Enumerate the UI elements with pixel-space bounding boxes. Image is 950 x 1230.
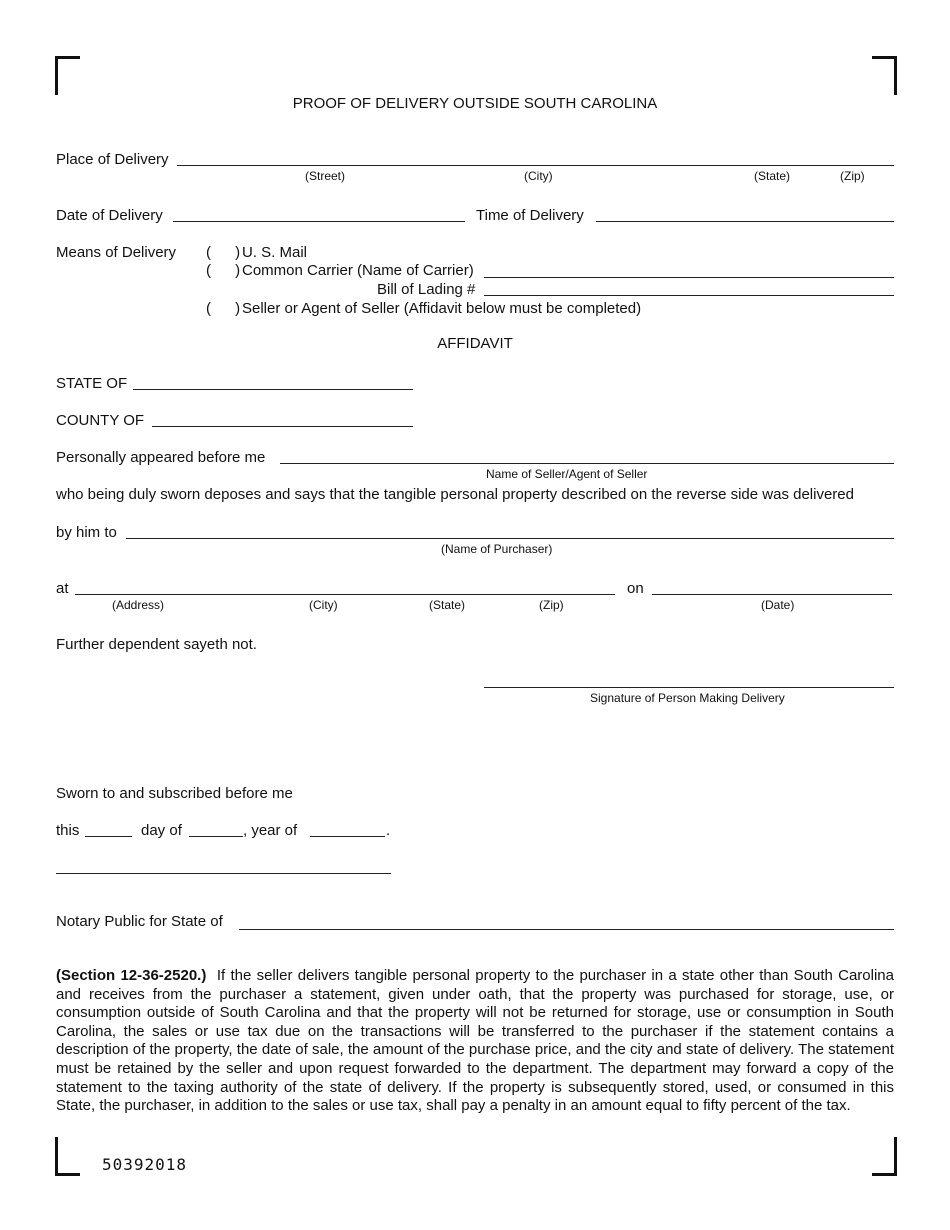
- date-caption: (Date): [761, 598, 795, 612]
- place-of-delivery-field[interactable]: [177, 165, 894, 166]
- seller-name-caption: Name of Seller/Agent of Seller: [486, 467, 648, 481]
- state-of-label: STATE OF: [56, 375, 128, 392]
- day-of-label: day of: [141, 822, 182, 839]
- corner-mark-bottom-left: [55, 1137, 80, 1176]
- month-field[interactable]: [189, 836, 243, 837]
- year-of-label: , year of: [243, 822, 298, 839]
- common-carrier-checkbox[interactable]: ( ): [206, 262, 251, 279]
- common-carrier-label: Common Carrier (Name of Carrier): [242, 262, 474, 279]
- address-caption: (Address): [112, 598, 165, 612]
- time-of-delivery-label: Time of Delivery: [476, 207, 584, 224]
- affidavit-heading: AFFIDAVIT: [437, 335, 513, 352]
- day-field[interactable]: [85, 836, 132, 837]
- further-statement: Further dependent sayeth not.: [56, 636, 257, 653]
- year-field[interactable]: [310, 836, 385, 837]
- delivery-address-field[interactable]: [75, 594, 615, 595]
- bill-of-lading-label: Bill of Lading #: [377, 281, 476, 298]
- county-of-label: COUNTY OF: [56, 412, 145, 429]
- place-of-delivery-label: Place of Delivery: [56, 151, 169, 168]
- city-caption-2: (City): [309, 598, 338, 612]
- period-mark: .: [386, 822, 391, 839]
- form-number: 50392018: [102, 1155, 188, 1174]
- us-mail-label: U. S. Mail: [242, 244, 308, 261]
- state-caption-2: (State): [429, 598, 466, 612]
- corner-mark-bottom-right: [872, 1137, 897, 1176]
- corner-mark-top-right: [872, 56, 897, 95]
- statute-paragraph: [56, 967, 894, 1116]
- purchaser-name-caption: (Name of Purchaser): [441, 542, 553, 556]
- seller-agent-label: Seller or Agent of Seller (Affidavit below must be completed): [242, 300, 642, 317]
- date-of-delivery-label: Date of Delivery: [56, 207, 163, 224]
- at-label: at: [56, 580, 69, 597]
- notary-signature-field[interactable]: [56, 873, 391, 874]
- notary-state-label: Notary Public for State of: [56, 913, 223, 930]
- purchaser-name-field[interactable]: [126, 538, 894, 539]
- notary-state-field[interactable]: [239, 929, 894, 930]
- bill-of-lading-field[interactable]: [484, 295, 894, 296]
- corner-mark-top-left: [55, 56, 80, 95]
- sworn-to-label: Sworn to and subscribed before me: [56, 785, 293, 802]
- seller-name-field[interactable]: [280, 463, 894, 464]
- page-title: PROOF OF DELIVERY OUTSIDE SOUTH CAROLINA: [292, 95, 658, 112]
- sworn-statement: who being duly sworn deposes and says that the tangible personal property described on the reverse side was delivered: [56, 486, 854, 503]
- zip-caption: (Zip): [840, 169, 865, 183]
- state-of-field[interactable]: [133, 389, 413, 390]
- county-of-field[interactable]: [152, 426, 413, 427]
- appeared-label: Personally appeared before me: [56, 449, 266, 466]
- signature-field[interactable]: [484, 687, 894, 688]
- state-caption: (State): [754, 169, 791, 183]
- signature-caption: Signature of Person Making Delivery: [590, 691, 785, 705]
- statute-text: If the seller delivers tangible personal property to the purchaser in a state other than South Carolina and receives from the purchaser a statement, given under oath, that the property was purchased for storage, use, or consumption outside of South Carolina and that the property will not be returned for storage, use or consumption in South Carolina, the sales or use tax due on the transactions will be transferred to the purchaser if the statement contains a description of the property, the date of sale, the amount of the purchase price, and the city and state of delivery. The statement must be retained by the seller and upon request forwarded to the department. The department may forward a copy of the statement to the taxing authority of the state of delivery. If the property is subsequently stored, used, or consumed in this State, the purchaser, in addition to the sales or use tax, shall pay a penalty in an amount equal to fifty percent of the tax.: [56, 967, 894, 1115]
- time-of-delivery-field[interactable]: [596, 221, 894, 222]
- delivery-date-field[interactable]: [652, 594, 892, 595]
- date-of-delivery-field[interactable]: [173, 221, 465, 222]
- by-him-to-label: by him to: [56, 524, 117, 541]
- zip-caption-2: (Zip): [539, 598, 564, 612]
- city-caption: (City): [524, 169, 553, 183]
- carrier-name-field[interactable]: [484, 277, 894, 278]
- statute-section: (Section 12-36-2520.): [56, 967, 207, 984]
- seller-agent-checkbox[interactable]: ( ): [206, 300, 251, 317]
- this-label: this: [56, 822, 80, 839]
- on-label: on: [627, 580, 644, 597]
- street-caption: (Street): [305, 169, 346, 183]
- means-of-delivery-label: Means of Delivery: [56, 244, 177, 261]
- us-mail-checkbox[interactable]: ( ): [206, 244, 251, 261]
